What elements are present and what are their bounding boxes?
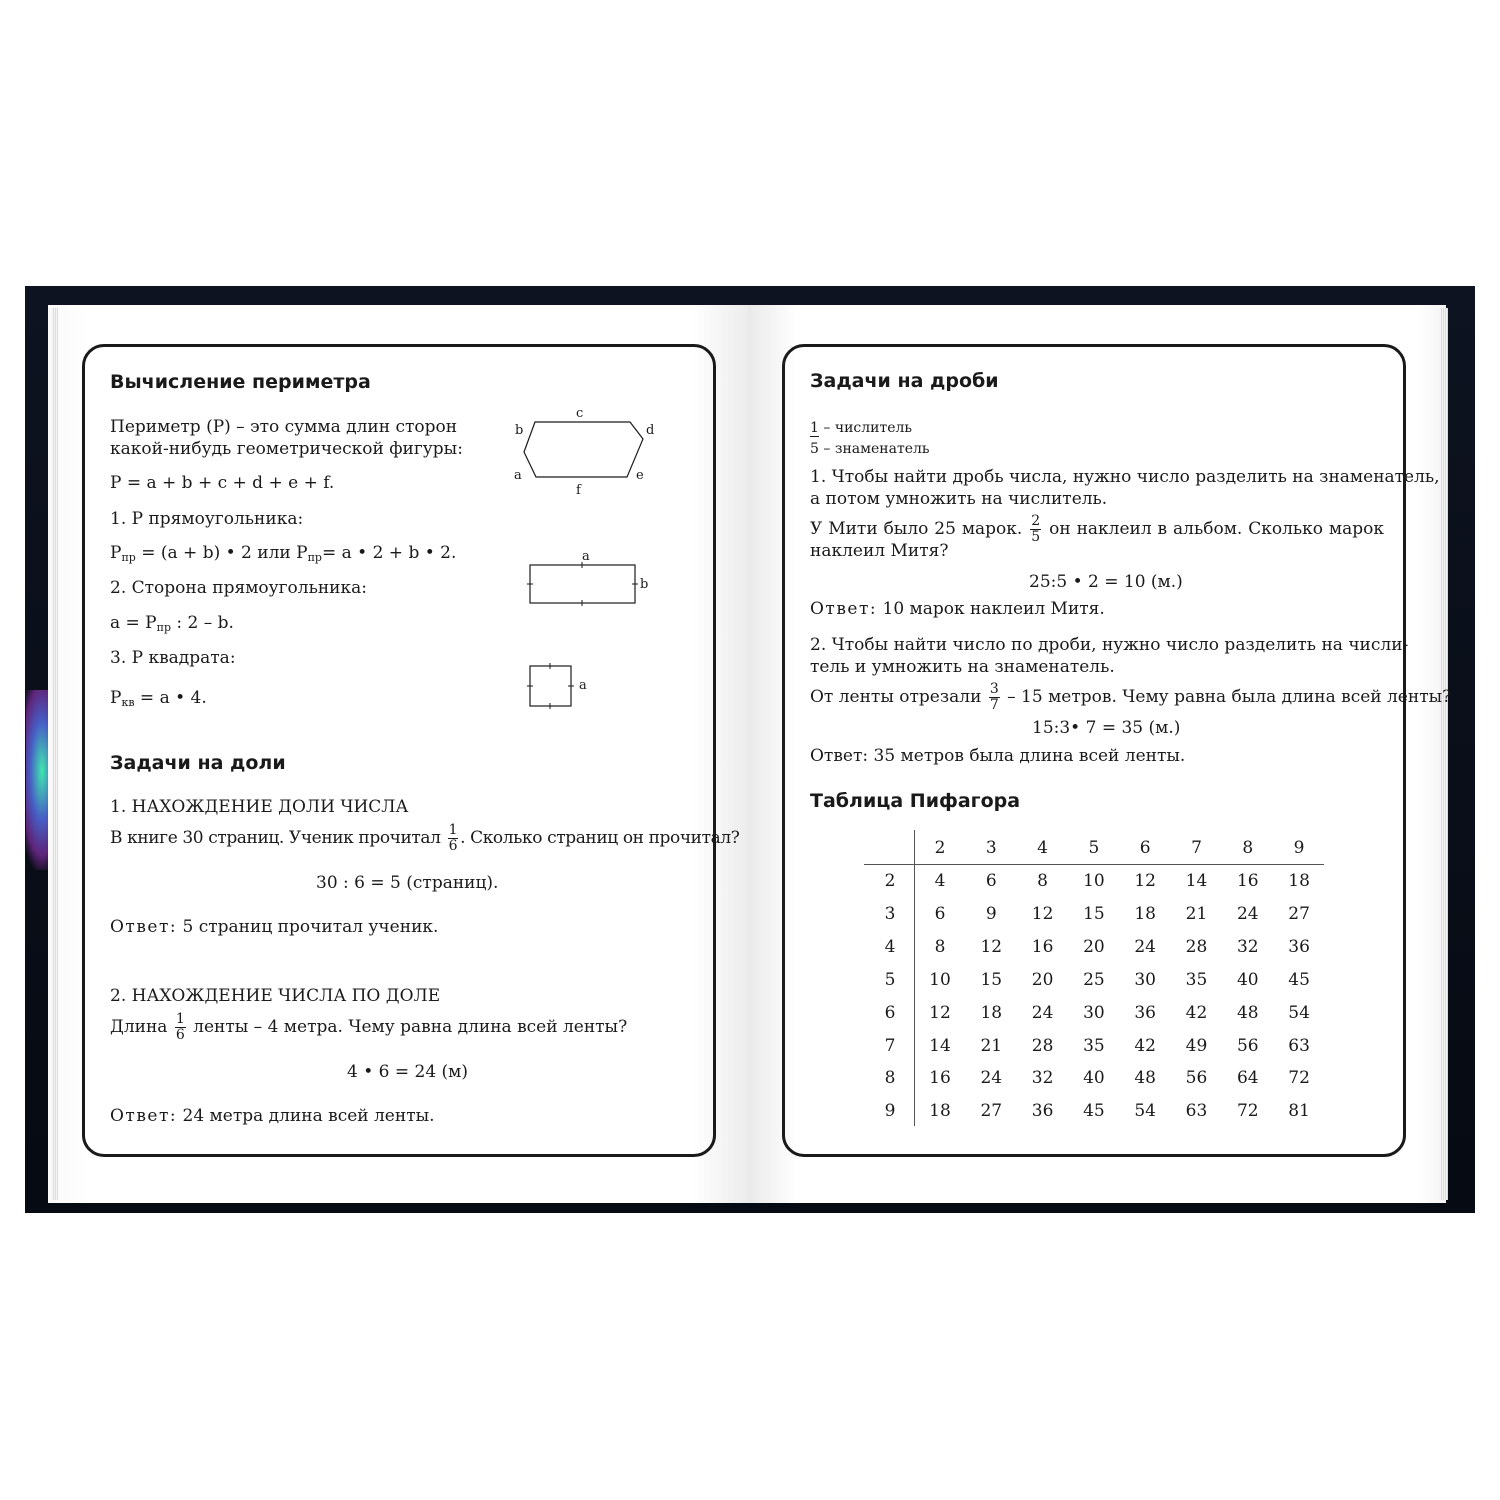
pythagoras-header-cell: 5 — [1088, 838, 1100, 858]
pythagoras-header-cell: 3 — [985, 838, 997, 858]
pythagoras-cell: 8 — [934, 936, 946, 957]
pythagoras-cell: 54 — [1288, 1002, 1310, 1023]
pythagoras-cell: 15 — [1083, 903, 1105, 924]
fractions-answer-2: Ответ: 35 метров была длина всей ленты. — [810, 746, 1186, 766]
pythagoras-cell: 56 — [1236, 1035, 1259, 1056]
numerator-definition: 1 – числитель — [810, 420, 913, 436]
parts-calc-2: 4 • 6 = 24 (м) — [347, 1062, 469, 1082]
fractions-rule-1-line1: 1. Чтобы найти дробь числа, нужно число разделить на знаменатель, — [810, 467, 1440, 487]
pythagoras-horizontal-rule — [864, 864, 1324, 865]
hexagon-label-c: c — [576, 406, 584, 421]
pythagoras-cell: 81 — [1288, 1101, 1310, 1122]
pythagoras-cell: 25 — [1083, 969, 1105, 990]
pythagoras-cell: 14 — [929, 1035, 951, 1056]
hexagon-label-f: f — [576, 483, 581, 498]
perimeter-definition-line2: какой-нибудь геометрической фигуры: — [110, 439, 463, 459]
pythagoras-cell: 49 — [1185, 1035, 1208, 1056]
pythagoras-row-label: 8 — [884, 1068, 896, 1089]
pythagoras-row-label: 7 — [884, 1035, 896, 1056]
square-perimeter-heading: 3. Р квадрата: — [110, 648, 236, 668]
pythagoras-cell: 14 — [1185, 871, 1208, 891]
pythagoras-cell: 30 — [1083, 1002, 1105, 1023]
pythagoras-cell: 42 — [1134, 1035, 1156, 1056]
right-page-edges — [1440, 308, 1448, 1200]
parts-task-1: В книге 30 страниц. Ученик прочитал $\frac{1}{6}$ . Сколько страниц он прочитал? — [110, 822, 740, 854]
perimeter-definition-line1: Периметр (Р) – это сумма длин сторон — [110, 417, 458, 437]
pythagoras-header-cell: 7 — [1191, 838, 1202, 858]
pythagoras-cell: 21 — [980, 1035, 1003, 1056]
rectangle-label-b: b — [640, 577, 649, 592]
pythagoras-cell: 32 — [1031, 1068, 1054, 1089]
fractions-rule-2-line1: 2. Чтобы найти число по дроби, нужно число разделить на числи- — [810, 635, 1409, 655]
pythagoras-cell: 56 — [1185, 1068, 1208, 1089]
pythagoras-cell: 15 — [980, 969, 1003, 990]
pythagoras-cell: 12 — [1134, 871, 1156, 891]
pythagoras-cell: 24 — [1236, 903, 1259, 924]
pythagoras-cell: 48 — [1134, 1068, 1156, 1089]
pythagoras-cell: 12 — [980, 936, 1003, 957]
pythagoras-cell: 24 — [1134, 936, 1156, 957]
pythagoras-cell: 6 — [934, 903, 946, 924]
denominator-definition: 5 – знаменатель — [810, 441, 930, 457]
pythagoras-row-label: 3 — [884, 903, 896, 924]
pythagoras-cell: 24 — [980, 1068, 1003, 1089]
pythagoras-cell: 35 — [1185, 969, 1208, 990]
rectangle-perimeter-heading: 1. Р прямоугольника: — [110, 509, 304, 529]
fractions-rule-2-line2: тель и умножить на знаменатель. — [810, 657, 1115, 677]
pythagoras-cell: 32 — [1236, 936, 1259, 957]
fractions-title: Задачи на дроби — [810, 370, 999, 392]
fractions-task-2: От ленты отрезали $\frac{3}{7}$ – 15 метров. Чему равна была длина всей ленты? — [810, 681, 1452, 713]
pythagoras-cell: 72 — [1288, 1068, 1310, 1089]
pythagoras-cell: 40 — [1083, 1068, 1105, 1089]
pythagoras-cell: 24 — [1031, 1002, 1054, 1023]
pythagoras-cell: 6 — [985, 871, 997, 891]
pythagoras-vertical-rule — [914, 830, 915, 1126]
fractions-task-1-line1: У Мити было 25 марок. $\frac{2}{5}$ он наклеил в альбом. Сколько марок — [810, 513, 1385, 545]
parts-subheading-2: 2. НАХОЖДЕНИЕ ЧИСЛА ПО ДОЛЕ — [110, 986, 441, 1006]
pythagoras-cell: 10 — [1083, 871, 1105, 891]
hexagon-label-b: b — [515, 423, 524, 438]
pythagoras-cell: 18 — [929, 1101, 951, 1122]
perimeter-formula: Р = a + b + c + d + e + f. — [110, 473, 335, 493]
hexagon-label-e: e — [636, 468, 644, 483]
pythagoras-cell: 10 — [929, 969, 951, 990]
pythagoras-cell: 18 — [1288, 871, 1310, 891]
rectangle-perimeter-formula: $Р_{пр} = (a + b)$ • 2 или $Р_{пр}= a$ • 2 + b • 2. — [110, 543, 457, 564]
pythagoras-cell: 12 — [1031, 903, 1054, 924]
hexagon-diagram — [505, 400, 665, 500]
pythagoras-header-cell: 8 — [1242, 838, 1254, 858]
hexagon-label-a: a — [514, 468, 522, 483]
pythagoras-cell: 63 — [1185, 1101, 1208, 1122]
fractions-task-1-line2: наклеил Митя? — [810, 541, 949, 561]
square-diagram — [522, 658, 602, 718]
pythagoras-cell: 16 — [929, 1068, 951, 1089]
fraction-three-sevenths: $\frac{3}{7}$ — [989, 681, 999, 713]
square-perimeter-formula: $Р_{кв} = a$ • 4. — [110, 688, 207, 709]
rectangle-diagram — [520, 545, 660, 615]
rectangle-label-a: a — [582, 549, 590, 564]
fractions-calc-1: 25:5 • 2 = 10 (м.) — [1029, 572, 1183, 592]
pythagoras-cell: 8 — [1037, 871, 1048, 891]
pythagoras-cell: 12 — [929, 1002, 951, 1023]
rectangle-side-heading: 2. Сторона прямоугольника: — [110, 578, 368, 598]
pythagoras-cell: 36 — [1031, 1101, 1054, 1122]
parts-answer-1: Ответ: 5 страниц прочитал ученик. — [110, 917, 439, 937]
fractions-answer-1: Ответ: 10 марок наклеил Митя. — [810, 599, 1105, 619]
pythagoras-row-label: 6 — [884, 1002, 896, 1023]
pythagoras-cell: 63 — [1288, 1035, 1310, 1056]
pythagoras-cell: 20 — [1031, 969, 1054, 990]
parts-answer-2: Ответ: 24 метра длина всей ленты. — [110, 1106, 435, 1126]
pythagoras-header-cell: 4 — [1037, 838, 1048, 858]
pythagoras-cell: 18 — [980, 1002, 1003, 1023]
pythagoras-title: Таблица Пифагора — [810, 790, 1021, 812]
pythagoras-header-cell: 2 — [934, 838, 946, 858]
fraction-one-sixth-2: $\frac{1}{6}$ — [175, 1011, 185, 1043]
pythagoras-cell: 9 — [985, 903, 997, 924]
pythagoras-cell: 35 — [1083, 1035, 1105, 1056]
parts-calc-1: 30 : 6 = 5 (страниц). — [316, 873, 499, 893]
pythagoras-cell: 40 — [1236, 969, 1259, 990]
pythagoras-row-label: 2 — [884, 871, 896, 891]
pythagoras-row-label: 5 — [884, 969, 896, 990]
fraction-one-sixth: $\frac{1}{6}$ — [448, 822, 458, 854]
pythagoras-cell: 45 — [1288, 969, 1310, 990]
pythagoras-cell: 54 — [1134, 1101, 1156, 1122]
pythagoras-cell: 48 — [1236, 1002, 1259, 1023]
square-label-a: a — [579, 678, 587, 693]
pythagoras-cell: 30 — [1134, 969, 1156, 990]
rectangle-side-formula: $a = Р_{пр}$ : 2 – b. — [110, 613, 234, 634]
fraction-two-fifths: $\frac{2}{5}$ — [1031, 513, 1041, 545]
pythagoras-header-cell: 9 — [1293, 838, 1305, 858]
pythagoras-row-label: 4 — [884, 936, 896, 957]
pythagoras-cell: 16 — [1031, 936, 1054, 957]
pythagoras-cell: 28 — [1031, 1035, 1054, 1056]
pythagoras-cell: 36 — [1134, 1002, 1156, 1023]
pythagoras-cell: 20 — [1083, 936, 1105, 957]
pythagoras-cell: 28 — [1185, 936, 1208, 957]
pythagoras-cell: 64 — [1236, 1068, 1259, 1089]
parts-title: Задачи на доли — [110, 752, 286, 774]
hexagon-label-d: d — [646, 423, 655, 438]
perimeter-title: Вычисление периметра — [110, 371, 371, 393]
pythagoras-cell: 16 — [1236, 871, 1259, 891]
pythagoras-cell: 27 — [980, 1101, 1003, 1122]
fractions-calc-2: 15:3• 7 = 35 (м.) — [1032, 718, 1181, 738]
pythagoras-cell: 4 — [934, 871, 946, 891]
pythagoras-cell: 42 — [1185, 1002, 1208, 1023]
pythagoras-cell: 27 — [1288, 903, 1310, 924]
parts-task-2: Длина $\frac{1}{6}$ ленты – 4 метра. Чему равна длина всей ленты? — [110, 1011, 628, 1043]
pythagoras-cell: 18 — [1134, 903, 1156, 924]
pythagoras-row-label: 9 — [884, 1101, 896, 1122]
pythagoras-cell: 21 — [1185, 903, 1208, 924]
parts-subheading-1: 1. НАХОЖДЕНИЕ ДОЛИ ЧИСЛА — [110, 797, 409, 817]
left-page-edges — [52, 308, 58, 1200]
pythagoras-cell: 72 — [1236, 1101, 1259, 1122]
pythagoras-cell: 36 — [1288, 936, 1310, 957]
fractions-rule-1-line2: а потом умножить на числитель. — [810, 489, 1108, 509]
pythagoras-header-cell: 6 — [1139, 838, 1151, 858]
pythagoras-cell: 45 — [1083, 1101, 1105, 1122]
